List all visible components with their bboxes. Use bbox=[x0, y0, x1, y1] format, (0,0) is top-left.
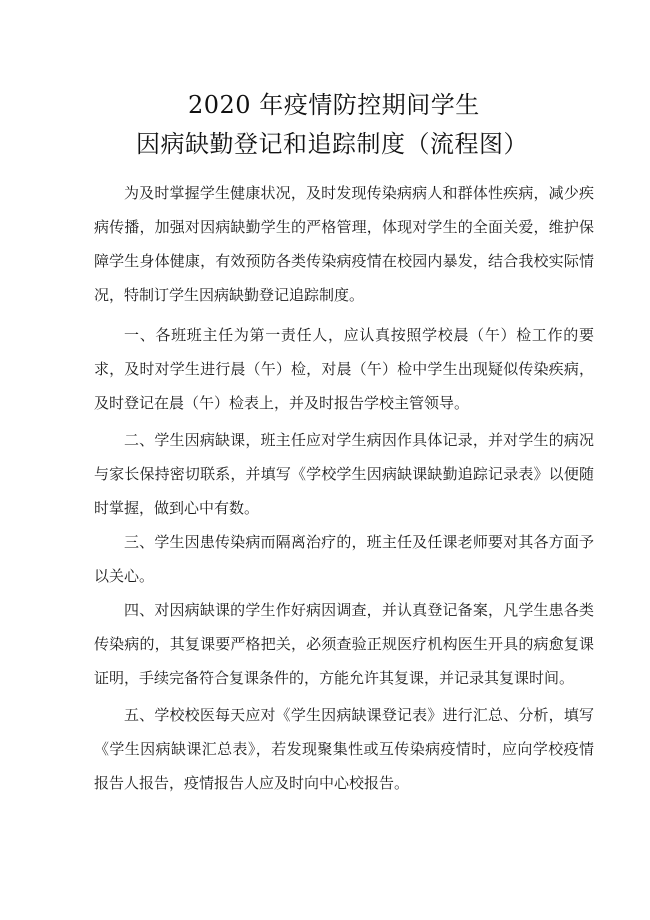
paragraph-item-3: 三、学生因患传染病而隔离治疗的，班主任及任课老师要对其各方面予以关心。 bbox=[94, 533, 594, 585]
paragraph-item-1: 一、各班班主任为第一责任人，应认真按照学校晨（午）检工作的要求，及时对学生进行晨（午）检，对晨（午）检中学生出现疑似传染疾病，及时登记在晨（午）检表上，并及时报告学校主管领导。 bbox=[94, 326, 594, 412]
document-title-line-1: 2020 年疫情防控期间学生 bbox=[188, 91, 480, 119]
paragraph-item-2: 二、学生因病缺课，班主任应对学生病因作具体记录，并对学生的病况与家长保持密切联系，并填写《学校学生因病缺课缺勤追踪记录表》以便随时掌握，做到心中有数。 bbox=[94, 431, 594, 517]
paragraph-item-4: 四、对因病缺课的学生作好病因调查，并认真登记备案，凡学生患各类传染病的，其复课要严格把关，必须查验正规医疗机构医生开具的病愈复课证明，手续完备符合复课条件的，方能允许其复课，并记录其复课时间。 bbox=[94, 601, 594, 687]
document-title-line-2: 因病缺勤登记和追踪制度（流程图） bbox=[136, 130, 528, 158]
paragraph-item-5: 五、学校校医每天应对《学生因病缺课登记表》进行汇总、分析，填写《学生因病缺课汇总表》，若发现聚集性或互传染病疫情时，应向学校疫情报告人报告，疫情报告人应及时向中心校报告。 bbox=[94, 706, 594, 792]
paragraph-intro: 为及时掌握学生健康状况，及时发现传染病病人和群体性疾病，减少疾病传播，加强对因病缺勤学生的严格管理，体现对学生的全面关爱，维护保障学生身体健康，有效预防各类传染病疫情在校园内暴发，结合我校实际情况，特制订学生因病缺勤登记追踪制度。 bbox=[94, 184, 594, 304]
